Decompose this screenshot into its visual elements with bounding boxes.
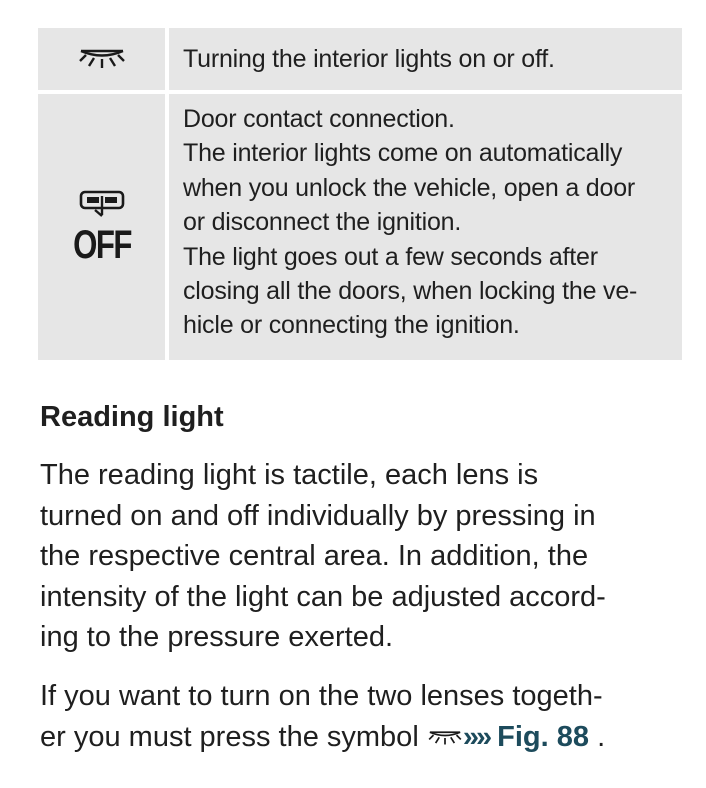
- table-row-2-line: Door contact connection.: [183, 105, 455, 133]
- table-row-2-line: The light goes out a few seconds after: [183, 242, 598, 271]
- paragraph-line: If you want to turn on the two lenses togeth-: [40, 680, 603, 712]
- table-row-1-text-cell: [169, 28, 682, 90]
- paragraph-text: er you must press the symbol: [40, 720, 419, 753]
- paragraph-line: the respective central area. In addition, the: [40, 540, 589, 572]
- two-lenses-paragraph: [40, 676, 690, 757]
- interior-light-icon: [427, 727, 463, 749]
- info-table: [38, 28, 682, 360]
- table-row-1-text: Turning the interior lights on or off.: [183, 44, 555, 73]
- section-heading: Reading light: [40, 401, 224, 433]
- paragraph-line: intensity of the light can be adjusted accord-: [40, 580, 606, 613]
- paragraph-line: turned on and off individually by pressing in: [40, 499, 596, 532]
- table-row-2-line: hicle or connecting the ignition.: [183, 311, 520, 340]
- table-row-2-line: or disconnect the ignition.: [183, 208, 462, 237]
- table-row-2-text-cell: [169, 94, 682, 360]
- table-row-2-line: when you unlock the vehicle, open a door: [183, 173, 636, 202]
- table-row-2-line: The interior lights come on automatically: [183, 139, 623, 168]
- figure-reference-link[interactable]: Fig. 88: [497, 720, 590, 753]
- paragraph-line: ing to the pressure exerted.: [40, 621, 394, 653]
- off-label: OFF: [72, 223, 131, 267]
- table-row-2-line: closing all the doors, when locking the ve-: [183, 277, 638, 306]
- interior-light-icon: [77, 46, 127, 72]
- door-contact-icon: [77, 189, 127, 219]
- paragraph-line-with-ref: [40, 717, 690, 758]
- paragraph-suffix: .: [589, 720, 606, 753]
- chevrons-icon: »»: [462, 720, 490, 753]
- table-row-2-icon-cell: [38, 94, 165, 360]
- table-row-1-icon-cell: [38, 28, 165, 90]
- reading-light-paragraph: [40, 455, 690, 658]
- paragraph-line: The reading light is tactile, each lens is: [40, 459, 539, 491]
